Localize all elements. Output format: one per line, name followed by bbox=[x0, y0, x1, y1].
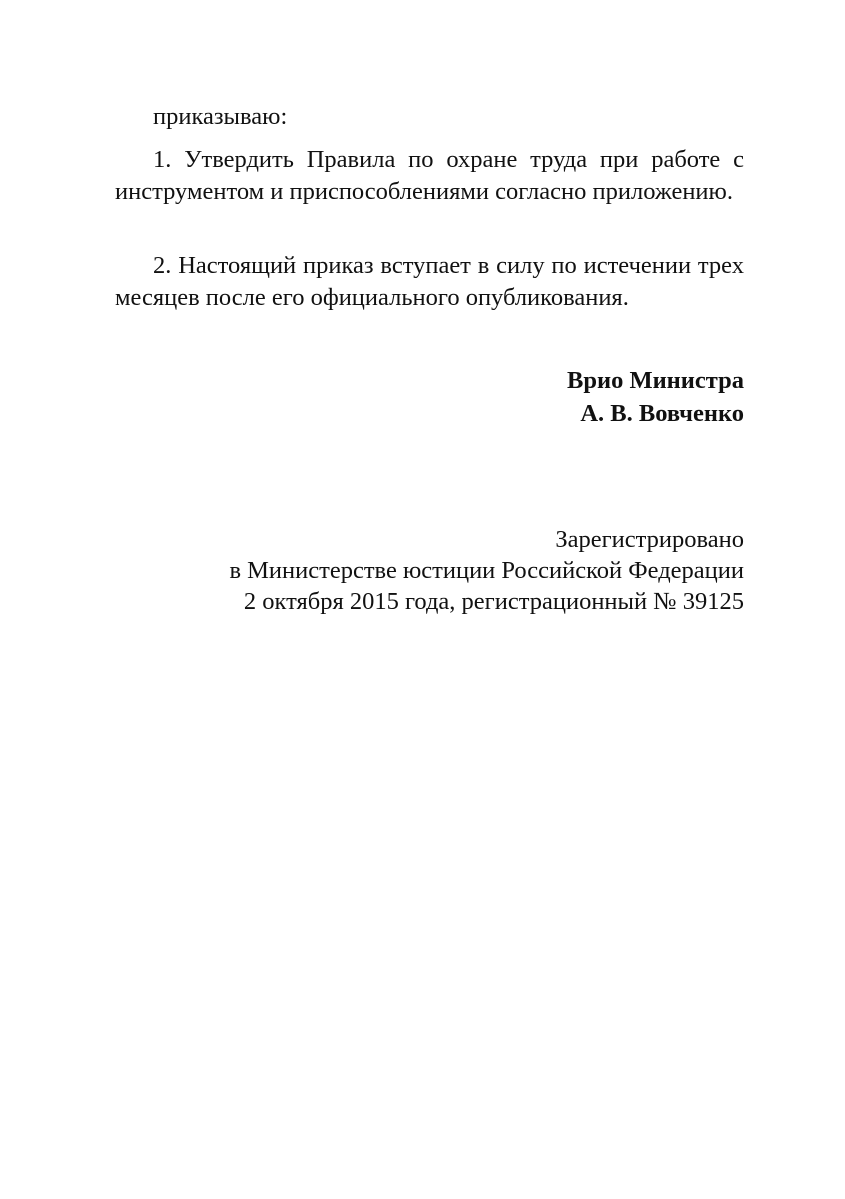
intro-text: приказываю: bbox=[153, 103, 288, 130]
order-item-2: 2. Настоящий приказ вступает в силу по истечении трех месяцев после его официального опубликования. bbox=[115, 252, 744, 311]
signature-title: Врио Министра bbox=[566, 367, 744, 394]
registration-line-3: 2 октября 2015 года, регистрационный № 39125 bbox=[243, 588, 744, 615]
signature-name: А. В. Вовченко bbox=[580, 400, 744, 427]
registration-line-1: Зарегистрировано bbox=[555, 526, 744, 553]
registration-line-2: в Министерстве юстиции Российской Федерации bbox=[229, 557, 744, 584]
order-item-1: 1. Утвердить Правила по охране труда при работе с инструментом и приспособлениями согласно приложению. bbox=[115, 146, 744, 205]
